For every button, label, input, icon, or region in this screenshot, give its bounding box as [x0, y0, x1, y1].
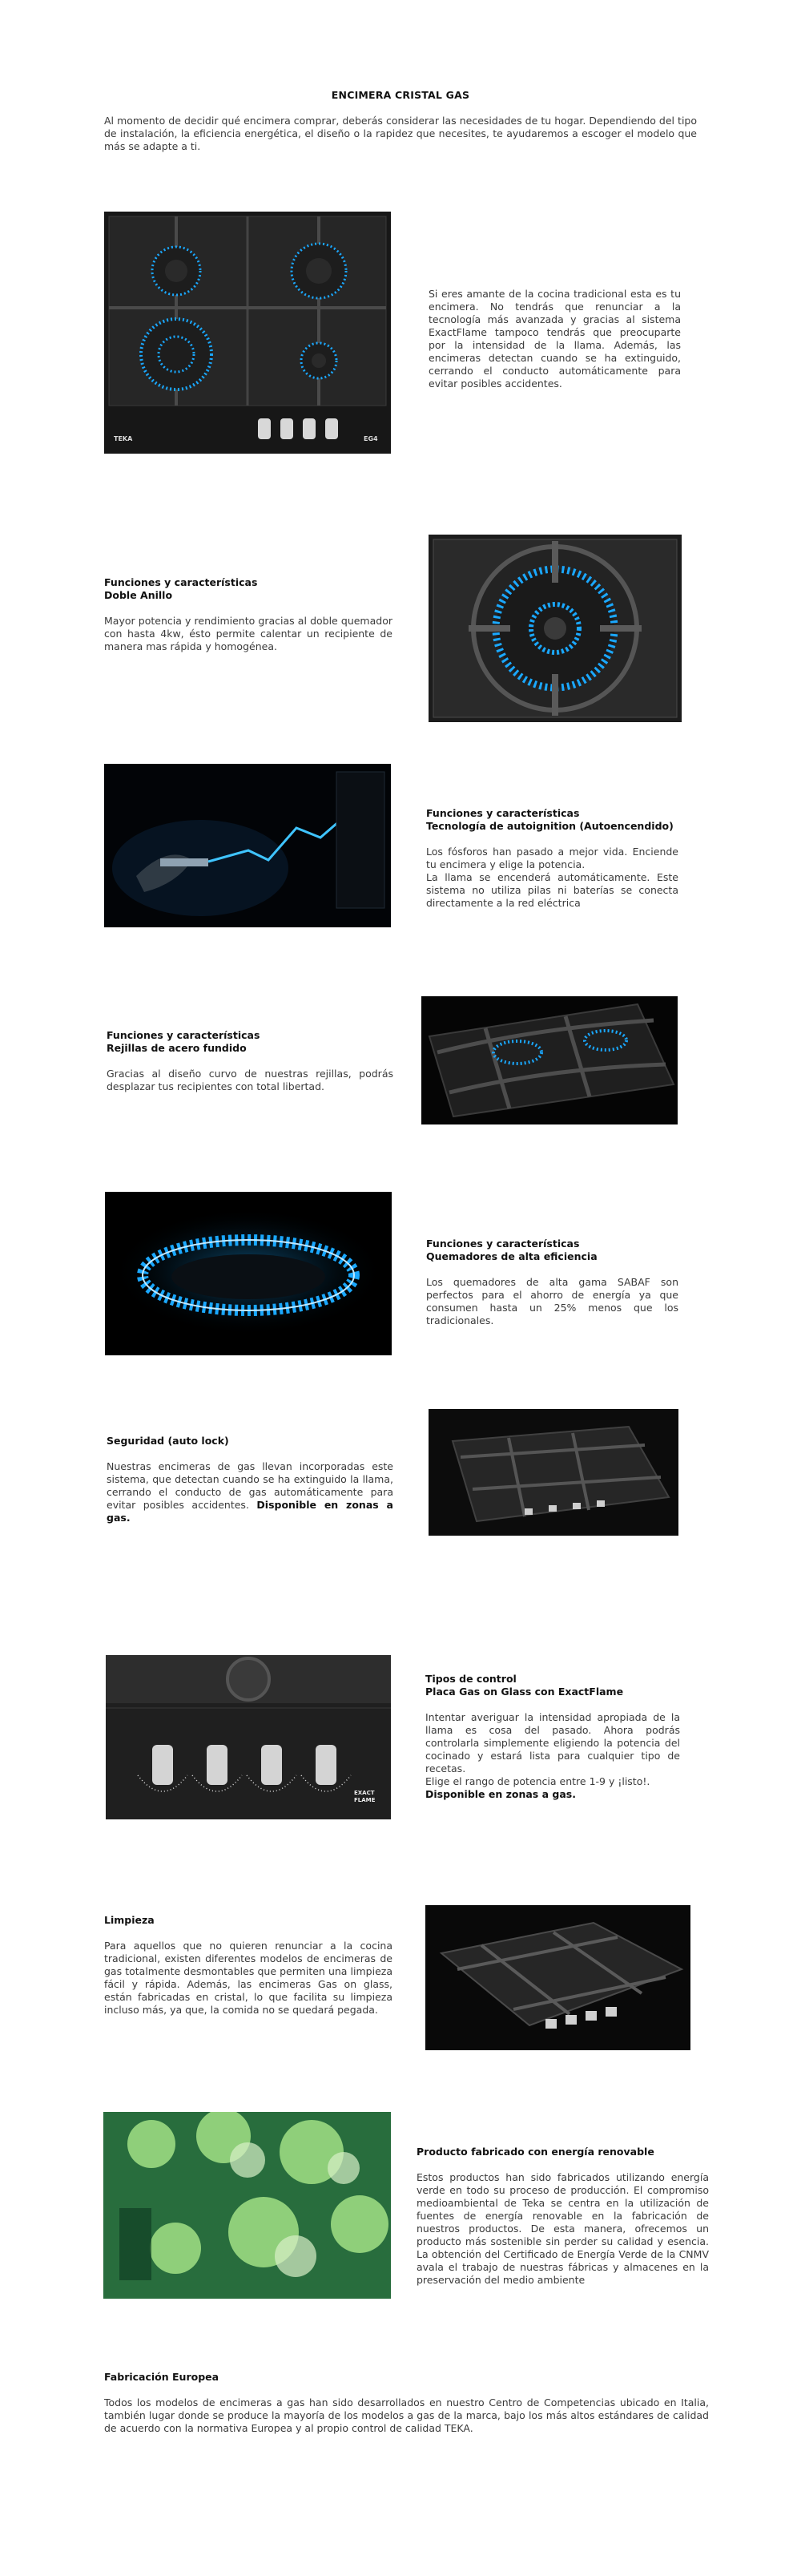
hob-model-label: EG4 [364, 435, 378, 442]
section-renewable-energy [417, 2146, 709, 2287]
section7-heading [425, 1673, 680, 1698]
section-cast-iron-grills [107, 1029, 393, 1093]
section7-subtitle: Placa Gas on Glass con ExactFlame [425, 1686, 624, 1698]
section9-body: Estos productos han sido fabricados utilizando energía verde en todo su proceso de producción. El compromiso medioambiental de Teka se centra en la utilización de fuentes de energía renovable en la fabricación de nuestros productos. De esta manera, ofrecemos un producto más sostenible sin perder su calidad y esencia. La obtención del Certificado de Energía Verde de la CNMV avala el trabajo de nuestras fábricas y almacenes en la preservación del medio ambiente [417, 2171, 709, 2286]
intro-paragraph: Al momento de decidir qué encimera comprar, deberás considerar las necesidades de tu hogar. Dependiendo del tipo de instalación, la eficiencia energética, el diseño o la rapidez que necesites, te ayudaremos a escoger el modelo que más se adapte a ti. [104, 115, 697, 152]
section7-body1: Intentar averiguar la intensidad apropiada de la llama es cosa del pasado. Ahora podrás controlarla simplemente eligiendo la potencia del cocinado y estará lista para cualquier tipo de recetas. [425, 1711, 680, 1775]
section8-heading: Limpieza [104, 1914, 155, 1926]
section-autoignition [426, 807, 678, 910]
gas-hob-top-image [104, 212, 391, 454]
autoignition-spark-image [104, 764, 391, 927]
section2-heading [104, 576, 392, 602]
section6-body-text: Nuestras encimeras de gas llevan incorporadas este sistema, que detectan cuando se ha extinguido la llama, cerrando el conducto de gas automáticamente para evitar posibles accidentes. [107, 1460, 393, 1511]
gas-on-glass-hob-image [425, 1905, 690, 2050]
section1-body: Si eres amante de la cocina tradicional esta es tu encimera. No tendrás que renunciar a la tecnología más avanzada y gracias al sistema ExactFlame tampoco tendrás que preocuparte por la intensidad de la llama. Además, las encimeras detectan cuando se ha extinguido, cerrando el conducto automáticamente para evitar posibles accidentes. [429, 288, 681, 390]
section-intro-text [429, 288, 681, 390]
section2-title: Funciones y características [104, 576, 258, 588]
page-title: ENCIMERA CRISTAL GAS [331, 89, 470, 101]
section4-subtitle: Rejillas de acero fundido [107, 1042, 247, 1054]
section-european-manufacturing [104, 2371, 709, 2435]
section8-body: Para aquellos que no quieren renunciar a la cocina tradicional, existen diferentes modelos de encimeras de gas totalmente desmontables que permiten una limpieza fácil y rápida. Además, las encimeras Gas on glass, están fabricadas en cristal, lo que facilita su limpieza incluso más, ya que, la comida no se quedará pegada. [104, 1940, 392, 2016]
cast-iron-grills-image [421, 996, 678, 1124]
double-ring-burner-image [429, 535, 682, 722]
section-control-types [425, 1673, 680, 1801]
forest-aerial-image [103, 2112, 391, 2299]
section3-title: Funciones y características [426, 807, 580, 819]
section4-body: Gracias al diseño curvo de nuestras rejillas, podrás desplazar tus recipientes con total libertad. [107, 1068, 393, 1092]
section3-body2: La llama se encenderá automáticamente. Este sistema no utiliza pilas ni baterías se conecta directamente a la red eléctrica [426, 871, 678, 909]
section5-heading [426, 1238, 678, 1263]
section6-availability: Disponible en zonas a gas. [107, 1499, 393, 1524]
high-efficiency-burner-image [105, 1192, 392, 1355]
section-safety [107, 1435, 393, 1524]
section6-body [107, 1460, 393, 1524]
section5-subtitle: Quemadores de alta eficiencia [426, 1250, 598, 1262]
section4-heading [107, 1029, 393, 1055]
section5-title: Funciones y características [426, 1238, 580, 1250]
section-burners [426, 1238, 678, 1327]
section9-heading: Producto fabricado con energía renovable [417, 2146, 654, 2158]
section7-title: Tipos de control [425, 1673, 517, 1685]
gas-hob-grills-image [429, 1409, 678, 1536]
section10-body: Todos los modelos de encimeras a gas han sido desarrollados en nuestro Centro de Competencias ubicado en Italia, también lugar donde se produce la mayoría de los modelos a gas de la marca, bajo los más altos estándares de calidad de acuerdo con la normativa Europea y al propio control de calidad TEKA. [104, 2396, 709, 2434]
section7-availability: Disponible en zonas a gas. [425, 1788, 576, 1800]
section3-heading [426, 807, 678, 833]
section3-body1: Los fósforos han pasado a mejor vida. Enciende tu encimera y elige la potencia. [426, 846, 678, 870]
section2-subtitle: Doble Anillo [104, 589, 173, 601]
section4-title: Funciones y características [107, 1029, 260, 1041]
section6-heading: Seguridad (auto lock) [107, 1435, 229, 1447]
section5-body: Los quemadores de alta gama SABAF son perfectos para el ahorro de energía ya que consumen hasta un 25% menos que los tradicionales. [426, 1276, 678, 1326]
section2-body: Mayor potencia y rendimiento gracias al doble quemador con hasta 4kw, ésto permite calentar un recipiente de manera mas rápida y homogénea. [104, 615, 392, 652]
section-cleaning [104, 1914, 392, 2017]
section10-heading: Fabricación Europea [104, 2371, 219, 2383]
exactflame-label: EXACT FLAME [354, 1790, 376, 1803]
section3-subtitle: Tecnología de autoignition (Autoencendido) [426, 820, 674, 832]
section-double-ring [104, 576, 392, 653]
section7-body2: Elige el rango de potencia entre 1-9 y ¡listo!. [425, 1775, 650, 1787]
exactflame-controls-image [106, 1655, 391, 1819]
hob-brand-label: TEKA [114, 435, 133, 442]
